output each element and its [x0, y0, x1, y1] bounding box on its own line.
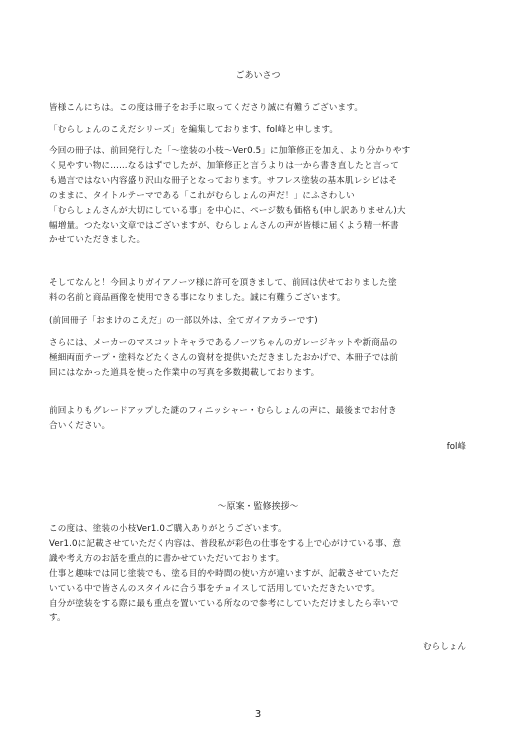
text-line: も過言ではない内容盛り沢山な冊子となっております。サフレス塗装の基本肌レシピはそ: [49, 175, 398, 186]
greeting-paragraph-2: [49, 123, 469, 138]
text-line: 前回よりもグレードアップした謎のフィニッシャー・むらしょんの声に、最後までお付き: [49, 406, 397, 416]
supervisor-heading: ～原案・監修挨拶～: [217, 502, 299, 512]
text-line: 「むらしょんのこえだシリーズ」を編集しております、fol峰と申します。: [49, 125, 339, 135]
text-line: のままに、タイトルテーマである「これがむらしょんの声だ！」にふさわしい: [49, 190, 355, 201]
text-line: (前回冊子「おまけのこえだ」の一部以外は、全てガイアカラーです): [49, 316, 318, 326]
greeting-heading: ごあいさつ: [235, 71, 281, 81]
text-line: 識や考え方のお話を重点的に書かせていただいております。: [49, 553, 285, 564]
supervisor-signature: むらしょん: [423, 642, 466, 652]
text-line: 今回の冊子は、前回発行した「～塗装の小枝～Ver0.5」に加筆修正を加え、より分かりやす: [49, 146, 411, 156]
text-line: 皆様こんにちは。この度は冊子をお手に取ってくださり誠に有難うございます。: [49, 103, 364, 113]
text-line: 極細両面テープ・塗料などたくさんの資材を提供いただきましたおかげで、本冊子では前: [49, 352, 399, 363]
text-line: 幅増量。つたない文章ではございますが、むらしょんさんの声が皆様に届くよう精一杯書: [49, 220, 399, 231]
greeting-paragraph-5: [49, 314, 469, 329]
text-line: そしてなんと！今回よりガイアノーツ様に許可を頂きまして、前回は伏せておりました塗: [49, 278, 397, 288]
greeting-paragraph-7: [49, 404, 469, 434]
text-line: 「むらしょんさんが大切にしている事」を中心に、ページ数も価格も(申し訳ありません)大: [49, 205, 406, 216]
text-line: この度は、塗装の小枝Ver1.0ご購入ありがとうございます。: [49, 524, 287, 534]
text-line: かせていただきました。: [49, 235, 146, 246]
greeting-signature: fol峰: [446, 442, 466, 452]
greeting-paragraph-4: [49, 276, 469, 306]
text-line: 料の名前と商品画像を使用できる事になりました。誠に有難うございます。: [49, 292, 346, 303]
text-line: く見やすい物に……なるはずでしたが、加筆修正と言うよりは一から書き直したと言って: [49, 160, 400, 171]
text-line: さらには、メーカーのマスコットキャラであるノーツちゃんのガレージキットや新商品の: [49, 338, 398, 348]
text-line: 仕事と趣味では同じ塗装でも、塗る目的や時間の使い方が違いますが、記載させていただ: [49, 568, 399, 579]
supervisor-paragraph: [49, 522, 469, 626]
text-line: いている中で皆さんのスタイルに合う事をチョイスして活用していただきたいです。: [49, 583, 381, 594]
greeting-paragraph-6: [49, 336, 469, 381]
text-line: 回にはなかった道具を使った作業中の写真を多数掲載しております。: [49, 367, 320, 378]
greeting-paragraph-1: [49, 101, 469, 116]
greeting-paragraph-3: [49, 144, 469, 248]
text-line: 合いください。: [49, 420, 111, 431]
text-line: 自分が塗装をする際に最も重点を置いている所なので参考にしていただけましたら幸いで: [49, 598, 399, 609]
text-line: Ver1.0に記載させていただく内容は、普段私が彩色の仕事をする上で心がけている事、意: [49, 538, 402, 549]
text-line: す。: [49, 613, 66, 624]
page-number: 3: [254, 709, 262, 720]
